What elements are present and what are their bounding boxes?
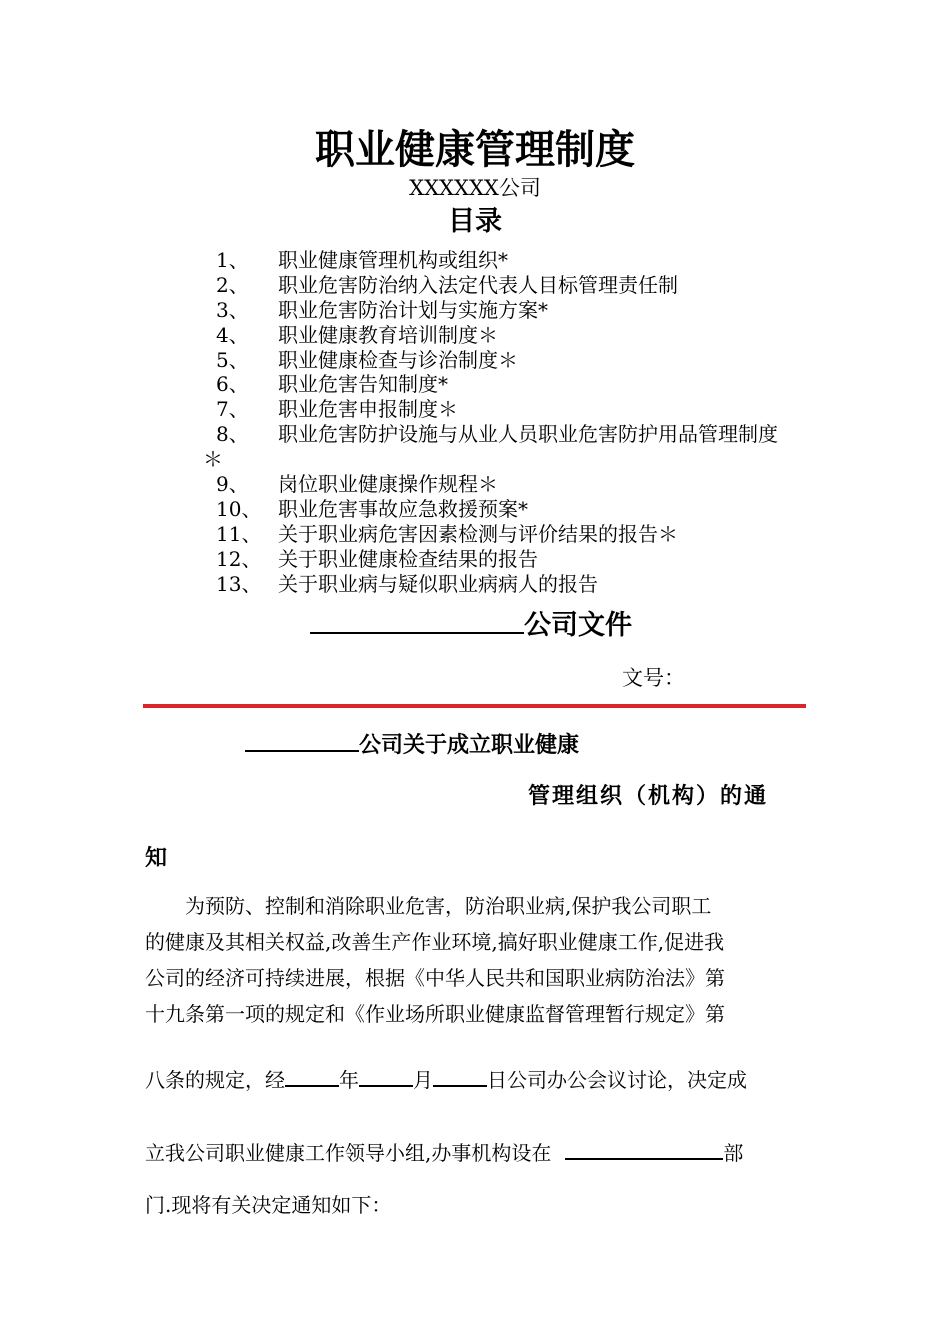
paragraph-line: 的健康及其相关权益,改善生产作业环境,搞好职业健康工作,促进我: [145, 930, 725, 954]
date-line-text-d: 日公司办公会议讨论，决定成: [487, 1068, 747, 1092]
day-blank: [433, 1065, 487, 1087]
closing-line: 门.现将有关决定通知如下：: [145, 1193, 392, 1217]
toc-item-number: 11、: [216, 521, 262, 546]
paragraph-line: 公司的经济可持续进展，根据《中华人民共和国职业病防治法》第: [145, 966, 725, 990]
toc-item: [0, 422, 950, 472]
paragraph-line: 为预防、控制和消除职业危害，防治职业病,保护我公司职工: [145, 894, 712, 918]
document-number-label: 文号：: [622, 666, 685, 690]
department-line-text-b: 部: [723, 1141, 744, 1165]
notice-title-line-3: 知: [145, 846, 168, 871]
toc-item-text: 岗位职业健康操作规程＊: [278, 472, 498, 497]
date-line-text-a: 八条的规定，经: [145, 1068, 285, 1092]
toc-item: [0, 547, 950, 572]
file-header: [310, 604, 632, 644]
month-blank: [359, 1065, 413, 1087]
toc-item-text: 职业危害事故应急救援预案*: [278, 496, 528, 521]
toc-item: [0, 472, 950, 497]
toc-item-text: 关于职业病危害因素检测与评价结果的报告＊: [278, 521, 678, 546]
year-blank: [285, 1065, 339, 1087]
toc-item-number: 8、: [216, 422, 249, 447]
red-divider: [143, 704, 806, 708]
toc-item: [0, 397, 950, 422]
department-line-text-a: 立我公司职业健康工作领导小组,办事机构设在: [145, 1141, 552, 1165]
notice-title-line-2: 管理组织（机构）的通: [528, 784, 769, 809]
toc-item: [0, 323, 950, 348]
toc-item-number: 3、: [216, 297, 249, 322]
table-of-contents: [0, 248, 950, 596]
toc-item: [0, 522, 950, 547]
company-name-blank: [310, 604, 524, 634]
toc-item-text: 职业危害防治纳入法定代表人目标管理责任制: [278, 272, 678, 297]
toc-item: [0, 298, 950, 323]
notice-title-line-1: [245, 726, 579, 761]
body-paragraph: [145, 888, 807, 1032]
toc-item: [0, 348, 950, 373]
toc-item-text: 职业危害防护设施与从业人员职业危害防护用品管理制度: [278, 422, 778, 447]
toc-item-text: 职业健康管理机构或组织*: [278, 248, 508, 272]
toc-item-text: 职业健康教育培训制度＊: [278, 322, 498, 347]
toc-item-text: 关于职业病与疑似职业病病人的报告: [278, 571, 598, 596]
toc-item-text: 关于职业健康检查结果的报告: [278, 546, 538, 571]
notice-title-text-1: 公司关于成立职业健康: [359, 733, 580, 758]
toc-item-number: 6、: [216, 372, 249, 397]
company-name-blank: [245, 726, 359, 752]
toc-item-number: 7、: [216, 397, 249, 422]
month-label: 月: [413, 1068, 433, 1092]
year-label: 年: [339, 1068, 359, 1092]
toc-item-number: 2、: [216, 272, 249, 297]
toc-item-number: 4、: [216, 322, 249, 347]
toc-item: [0, 248, 950, 273]
toc-item-number: 10、: [216, 496, 262, 521]
toc-item-text: 职业危害申报制度＊: [278, 397, 458, 422]
toc-item-number: 12、: [216, 546, 262, 571]
date-line: [145, 1065, 747, 1095]
toc-item-text: 职业危害防治计划与实施方案*: [278, 297, 548, 322]
document-title: 职业健康管理制度: [315, 127, 635, 173]
toc-item-text: 职业健康检查与诊治制度＊: [278, 347, 518, 372]
toc-item-number: 5、: [216, 347, 249, 372]
toc-item: [0, 273, 950, 298]
toc-item-number: 1、: [216, 248, 249, 272]
file-header-text: 公司文件: [524, 610, 632, 641]
department-blank: [565, 1138, 723, 1160]
toc-item-text: 职业危害告知制度*: [278, 372, 448, 397]
toc-item: [0, 497, 950, 522]
company-name: XXXXXX公司: [409, 176, 541, 200]
toc-item-number: 9、: [216, 472, 249, 497]
toc-item: [0, 372, 950, 397]
department-line: [145, 1138, 743, 1168]
toc-item-number: 13、: [216, 571, 262, 596]
toc-item: [0, 572, 950, 597]
toc-title: 目录: [448, 206, 502, 237]
toc-item-continuation: ＊: [203, 447, 223, 472]
paragraph-line: 十九条第一项的规定和《作业场所职业健康监督管理暂行规定》第: [145, 1002, 725, 1026]
